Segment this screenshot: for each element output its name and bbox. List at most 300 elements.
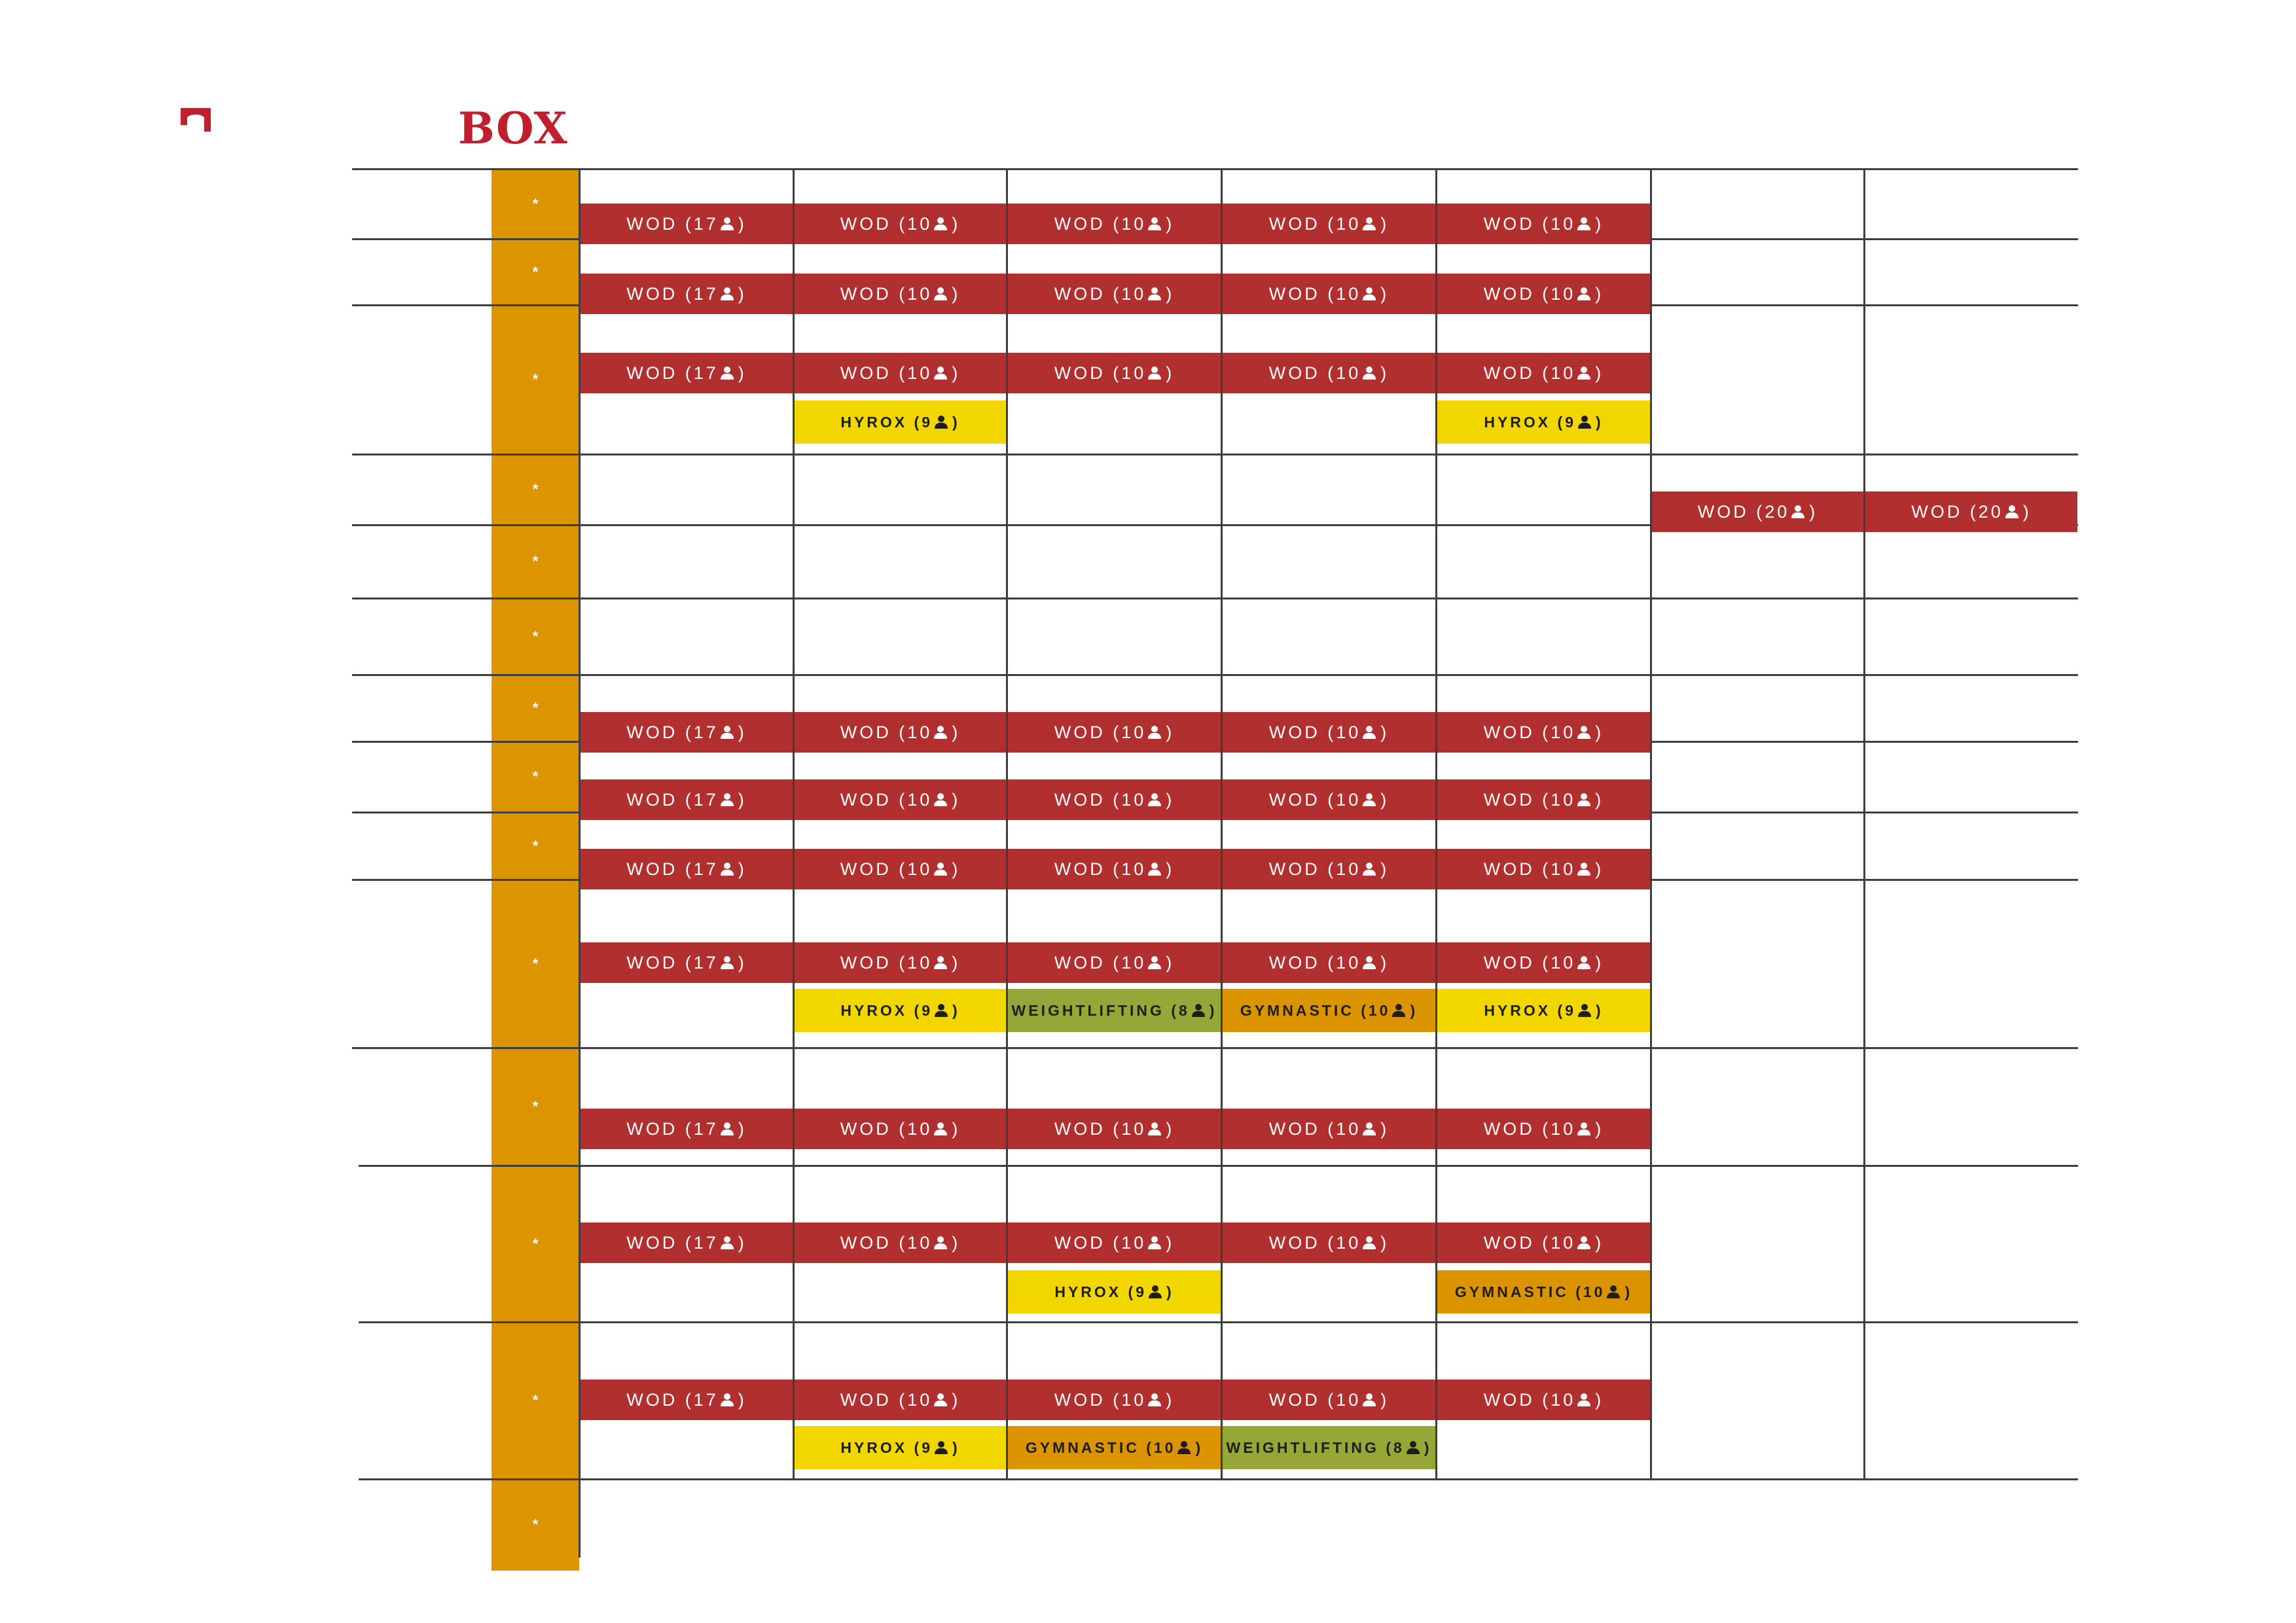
capacity-close-paren: ) [1166,789,1175,810]
class-capacity: 10 [907,722,933,742]
row-divider [352,674,2078,676]
capacity-open-paren: ( [1105,283,1122,304]
time-slot-marker: * [532,481,539,497]
capacity-open-paren: ( [677,1389,694,1410]
capacity-open-paren: ( [891,952,908,972]
person-icon [1147,366,1162,380]
person-icon [1406,1440,1420,1455]
capacity-open-paren: ( [1534,1118,1551,1139]
person-icon [1147,955,1162,970]
capacity-close-paren: ) [1595,1232,1604,1253]
class-name: WOD [626,1232,678,1253]
person-icon [1791,505,1805,519]
class-hyrox[interactable] [1437,401,1650,444]
gate-logo-icon [179,107,212,133]
class-name: WOD [626,1118,678,1139]
class-wod[interactable] [1223,1109,1435,1149]
class-wod[interactable] [1223,1380,1435,1420]
class-name: WOD [840,363,891,383]
capacity-close-paren: ) [1595,952,1604,972]
class-hyrox[interactable] [795,401,1006,444]
class-wod[interactable] [581,1380,793,1420]
capacity-close-paren: ) [1209,1001,1217,1019]
capacity-open-paren: ( [1319,1118,1336,1139]
person-icon [933,862,948,876]
class-name: WOD [1054,789,1105,810]
class-capacity: 10 [1336,363,1361,383]
person-icon [720,725,734,740]
person-icon [720,1393,734,1407]
class-capacity: 10 [907,952,933,972]
class-wod[interactable] [581,1109,793,1149]
class-name: WOD [1268,722,1320,742]
capacity-open-paren: ( [1534,952,1551,972]
class-wod[interactable] [581,779,793,820]
class-name: WOD [840,1118,891,1139]
class-wod[interactable] [581,353,793,393]
class-hyrox[interactable] [1008,1270,1221,1313]
capacity-close-paren: ) [738,1118,747,1139]
capacity-open-paren: ( [1962,501,1979,522]
class-capacity: 10 [907,859,933,879]
capacity-close-paren: ) [1380,363,1390,383]
capacity-open-paren: ( [1568,1283,1583,1300]
class-wod[interactable] [1008,942,1221,983]
person-icon [1362,955,1376,970]
class-capacity: 10 [1336,1118,1361,1139]
capacity-close-paren: ) [1380,1232,1390,1253]
capacity-close-paren: ) [952,213,961,234]
capacity-close-paren: ) [952,722,961,742]
capacity-close-paren: ) [738,213,747,234]
class-wod[interactable] [1008,1109,1221,1149]
class-wod[interactable] [581,712,793,753]
class-capacity: 10 [1336,1389,1361,1410]
class-wod[interactable] [795,353,1006,393]
class-wod[interactable] [1865,491,2077,532]
row-divider [359,1321,2078,1323]
capacity-close-paren: ) [1380,789,1390,810]
person-icon [1362,366,1376,380]
class-capacity: 10 [907,363,933,383]
class-capacity: 10 [907,283,933,304]
person-icon [933,1393,948,1407]
person-icon [933,955,948,970]
class-capacity: 10 [1551,363,1576,383]
person-icon [720,217,734,231]
capacity-open-paren: ( [1105,363,1122,383]
class-capacity: 10 [1121,859,1147,879]
class-name: WOD [840,1232,891,1253]
capacity-open-paren: ( [891,859,908,879]
capacity-close-paren: ) [1166,283,1175,304]
capacity-close-paren: ) [952,413,960,431]
capacity-close-paren: ) [1595,1389,1604,1410]
class-capacity: 10 [1121,952,1147,972]
capacity-close-paren: ) [1624,1283,1633,1300]
capacity-open-paren: ( [1105,1232,1122,1253]
class-wod[interactable] [1008,353,1221,393]
person-icon [1577,1236,1591,1250]
capacity-open-paren: ( [1319,213,1336,234]
class-name: WOD [1483,789,1535,810]
capacity-close-paren: ) [1380,283,1390,304]
class-name: WOD [626,363,678,383]
capacity-open-paren: ( [1139,1438,1154,1456]
person-icon [1177,1440,1191,1455]
capacity-close-paren: ) [738,722,747,742]
person-icon [1147,217,1162,231]
class-name: WOD [1697,501,1749,522]
person-icon [1362,1236,1376,1250]
class-name: WOD [1268,1232,1320,1253]
capacity-close-paren: ) [1380,1389,1390,1410]
person-icon [1147,793,1162,807]
class-name: WOD [1054,213,1105,234]
time-slot-marker: * [532,195,539,212]
class-capacity: 10 [1551,283,1576,304]
class-capacity: 17 [693,1232,719,1253]
capacity-close-paren: ) [1380,213,1390,234]
person-icon [933,793,948,807]
class-name: WOD [626,213,678,234]
capacity-close-paren: ) [1166,859,1175,879]
capacity-open-paren: ( [891,722,908,742]
time-slot-marker: * [532,628,539,645]
class-name: WOD [1483,1118,1535,1139]
capacity-open-paren: ( [1534,363,1551,383]
class-name: HYROX [840,413,908,431]
class-capacity: 10 [1336,283,1361,304]
class-name: GYMNASTIC [1025,1438,1139,1456]
capacity-close-paren: ) [1595,213,1604,234]
person-icon [1577,955,1591,970]
row-divider [352,454,2078,455]
class-name: WOD [1911,501,1963,522]
person-icon [1362,725,1376,740]
class-wod[interactable] [795,204,1006,244]
person-icon [934,1440,948,1455]
capacity-open-paren: ( [1319,789,1336,810]
class-wod[interactable] [1437,1222,1650,1263]
class-name: WOD [1483,859,1535,879]
person-icon [933,217,948,231]
class-name: WOD [626,1389,678,1410]
class-weightlifting[interactable] [1223,1426,1435,1469]
capacity-close-paren: ) [1166,722,1175,742]
capacity-open-paren: ( [1354,1001,1369,1019]
class-gymnastic[interactable] [1223,989,1435,1032]
capacity-open-paren: ( [1534,1232,1551,1253]
class-wod[interactable] [1223,274,1435,314]
row-divider [359,1478,2078,1480]
capacity-open-paren: ( [907,413,922,431]
capacity-open-paren: ( [1551,413,1566,431]
class-name: HYROX [1484,413,1551,431]
capacity-open-paren: ( [1121,1283,1136,1300]
capacity-open-paren: ( [891,1118,908,1139]
class-wod[interactable] [795,779,1006,820]
capacity-close-paren: ) [1595,789,1604,810]
person-icon [2005,505,2019,519]
class-gymnastic[interactable] [1008,1426,1221,1469]
capacity-open-paren: ( [891,1389,908,1410]
time-slot-marker: * [532,700,539,716]
class-capacity: 10 [1121,789,1147,810]
capacity-close-paren: ) [952,952,961,972]
class-wod[interactable] [1008,274,1221,314]
class-wod[interactable] [581,849,793,889]
capacity-open-paren: ( [1105,722,1122,742]
capacity-open-paren: ( [1105,1389,1122,1410]
capacity-open-paren: ( [1378,1438,1393,1456]
class-wod[interactable] [795,1109,1006,1149]
class-name: WOD [1054,952,1105,972]
class-wod[interactable] [1008,1380,1221,1420]
capacity-open-paren: ( [677,859,694,879]
class-name: WOD [1054,283,1105,304]
person-icon [1362,217,1376,231]
person-icon [1147,1393,1162,1407]
class-wod[interactable] [1008,1222,1221,1263]
class-wod[interactable] [795,942,1006,983]
capacity-close-paren: ) [738,952,747,972]
class-wod[interactable] [795,1380,1006,1420]
class-capacity: 8 [1393,1438,1405,1456]
class-wod[interactable] [1223,204,1435,244]
capacity-close-paren: ) [1595,859,1604,879]
class-wod[interactable] [795,274,1006,314]
class-name: WOD [1268,1118,1320,1139]
class-wod[interactable] [1437,942,1650,983]
class-wod[interactable] [1008,712,1221,753]
capacity-close-paren: ) [1595,722,1604,742]
capacity-open-paren: ( [1319,952,1336,972]
capacity-close-paren: ) [1410,1001,1418,1019]
class-wod[interactable] [1437,204,1650,244]
time-slot-marker: * [532,1516,539,1533]
person-icon [1362,1122,1376,1136]
time-slot-marker: * [532,768,539,785]
capacity-close-paren: ) [1380,1118,1390,1139]
capacity-close-paren: ) [1380,722,1390,742]
class-wod[interactable] [1437,712,1650,753]
capacity-open-paren: ( [1534,213,1551,234]
person-icon [934,1003,948,1018]
capacity-open-paren: ( [677,283,694,304]
class-wod[interactable] [1008,849,1221,889]
class-capacity: 17 [693,789,719,810]
class-wod[interactable] [1008,779,1221,820]
class-wod[interactable] [581,204,793,244]
class-name: WOD [1054,1118,1105,1139]
class-name: WOD [626,859,678,879]
class-name: WOD [840,722,891,742]
row-divider [359,1165,2078,1167]
class-wod[interactable] [1437,849,1650,889]
person-icon [720,862,734,876]
class-wod[interactable] [1437,353,1650,393]
time-slot-marker: * [532,955,539,972]
class-capacity: 10 [907,789,933,810]
capacity-open-paren: ( [1534,1389,1551,1410]
class-wod[interactable] [1223,712,1435,753]
class-capacity: 10 [1121,1232,1147,1253]
class-name: WOD [1054,1389,1105,1410]
class-name: WEIGHTLIFTING [1011,1001,1164,1019]
class-name: WEIGHTLIFTING [1226,1438,1379,1456]
class-name: WOD [1483,363,1535,383]
capacity-open-paren: ( [891,789,908,810]
capacity-close-paren: ) [738,363,747,383]
class-capacity: 10 [1121,722,1147,742]
class-capacity: 10 [1121,213,1147,234]
person-icon [1391,1003,1406,1018]
class-wod[interactable] [1437,1109,1650,1149]
capacity-close-paren: ) [738,283,747,304]
person-icon [720,793,734,807]
person-icon [1362,1393,1376,1407]
time-slot-marker: * [532,1392,539,1408]
class-wod[interactable] [1652,491,1863,532]
class-name: HYROX [840,1438,908,1456]
class-capacity: 10 [1551,213,1576,234]
class-wod[interactable] [1223,942,1435,983]
class-name: WOD [1268,283,1320,304]
class-wod[interactable] [795,712,1006,753]
class-capacity: 10 [1551,859,1576,879]
capacity-close-paren: ) [952,363,961,383]
class-name: WOD [840,213,891,234]
person-icon [1148,1285,1162,1299]
person-icon [1577,287,1591,301]
class-wod[interactable] [795,1222,1006,1263]
person-icon [1191,1003,1206,1018]
capacity-close-paren: ) [952,859,961,879]
capacity-open-paren: ( [1105,952,1122,972]
class-wod[interactable] [581,1222,793,1263]
person-icon [720,955,734,970]
person-icon [1577,415,1592,429]
class-wod[interactable] [1437,779,1650,820]
class-name: WOD [1483,1232,1535,1253]
class-capacity: 10 [1336,952,1361,972]
person-icon [720,366,734,380]
capacity-close-paren: ) [1166,213,1175,234]
capacity-close-paren: ) [1809,501,1818,522]
class-weightlifting[interactable] [1008,989,1221,1032]
capacity-close-paren: ) [952,1001,960,1019]
class-name: WOD [1268,213,1320,234]
class-wod[interactable] [1437,274,1650,314]
capacity-close-paren: ) [952,1118,961,1139]
class-name: GYMNASTIC [1454,1283,1569,1300]
time-slot-marker: * [532,371,539,387]
capacity-close-paren: ) [1195,1438,1204,1456]
capacity-open-paren: ( [1748,501,1765,522]
person-icon [933,366,948,380]
person-icon [1577,793,1591,807]
class-hyrox[interactable] [795,989,1006,1032]
class-name: WOD [1268,952,1320,972]
class-wod[interactable] [1223,353,1435,393]
class-name: WOD [1054,363,1105,383]
capacity-open-paren: ( [1105,789,1122,810]
class-wod[interactable] [1223,849,1435,889]
capacity-close-paren: ) [1424,1438,1432,1456]
capacity-close-paren: ) [1166,1232,1175,1253]
class-name: WOD [1268,363,1320,383]
class-name: WOD [1483,952,1535,972]
class-capacity: 17 [693,213,719,234]
capacity-close-paren: ) [952,789,961,810]
capacity-open-paren: ( [1319,363,1336,383]
class-wod[interactable] [581,942,793,983]
capacity-close-paren: ) [1166,1283,1174,1300]
class-wod[interactable] [1437,1380,1650,1420]
class-wod[interactable] [1008,204,1221,244]
class-wod[interactable] [1223,1222,1435,1263]
person-icon [1147,287,1162,301]
capacity-open-paren: ( [677,1232,694,1253]
capacity-open-paren: ( [1551,1001,1566,1019]
row-divider [352,597,2078,599]
class-name: WOD [1268,1389,1320,1410]
class-wod[interactable] [1223,779,1435,820]
class-hyrox[interactable] [795,1426,1006,1469]
class-wod[interactable] [795,849,1006,889]
capacity-open-paren: ( [907,1438,922,1456]
capacity-open-paren: ( [891,363,908,383]
capacity-close-paren: ) [952,1232,961,1253]
person-icon [1577,1393,1591,1407]
capacity-close-paren: ) [1595,283,1604,304]
capacity-close-paren: ) [1595,413,1604,431]
class-capacity: 10 [1336,859,1361,879]
class-capacity: 10 [907,1118,933,1139]
capacity-close-paren: ) [952,1438,960,1456]
capacity-close-paren: ) [1166,952,1175,972]
capacity-open-paren: ( [891,1232,908,1253]
class-capacity: 17 [693,283,719,304]
person-icon [1362,862,1376,876]
class-capacity: 17 [693,1389,719,1410]
capacity-open-paren: ( [1534,722,1551,742]
class-capacity: 10 [907,1389,933,1410]
capacity-close-paren: ) [1380,859,1390,879]
class-wod[interactable] [581,274,793,314]
class-capacity: 10 [1121,363,1147,383]
class-hyrox[interactable] [1437,989,1650,1032]
class-capacity: 10 [1121,283,1147,304]
class-name: WOD [840,859,891,879]
capacity-open-paren: ( [891,213,908,234]
class-name: WOD [1268,859,1320,879]
class-capacity: 9 [922,413,933,431]
capacity-close-paren: ) [1595,1001,1604,1019]
class-name: WOD [840,1389,891,1410]
capacity-close-paren: ) [738,1389,747,1410]
class-capacity: 9 [1136,1283,1147,1300]
capacity-open-paren: ( [677,789,694,810]
class-capacity: 9 [922,1438,933,1456]
class-capacity: 10 [1583,1283,1605,1300]
person-icon [1577,862,1591,876]
time-slot-marker: * [532,263,539,280]
person-icon [1362,287,1376,301]
class-gymnastic[interactable] [1437,1270,1650,1313]
time-slot-marker: * [532,553,539,569]
